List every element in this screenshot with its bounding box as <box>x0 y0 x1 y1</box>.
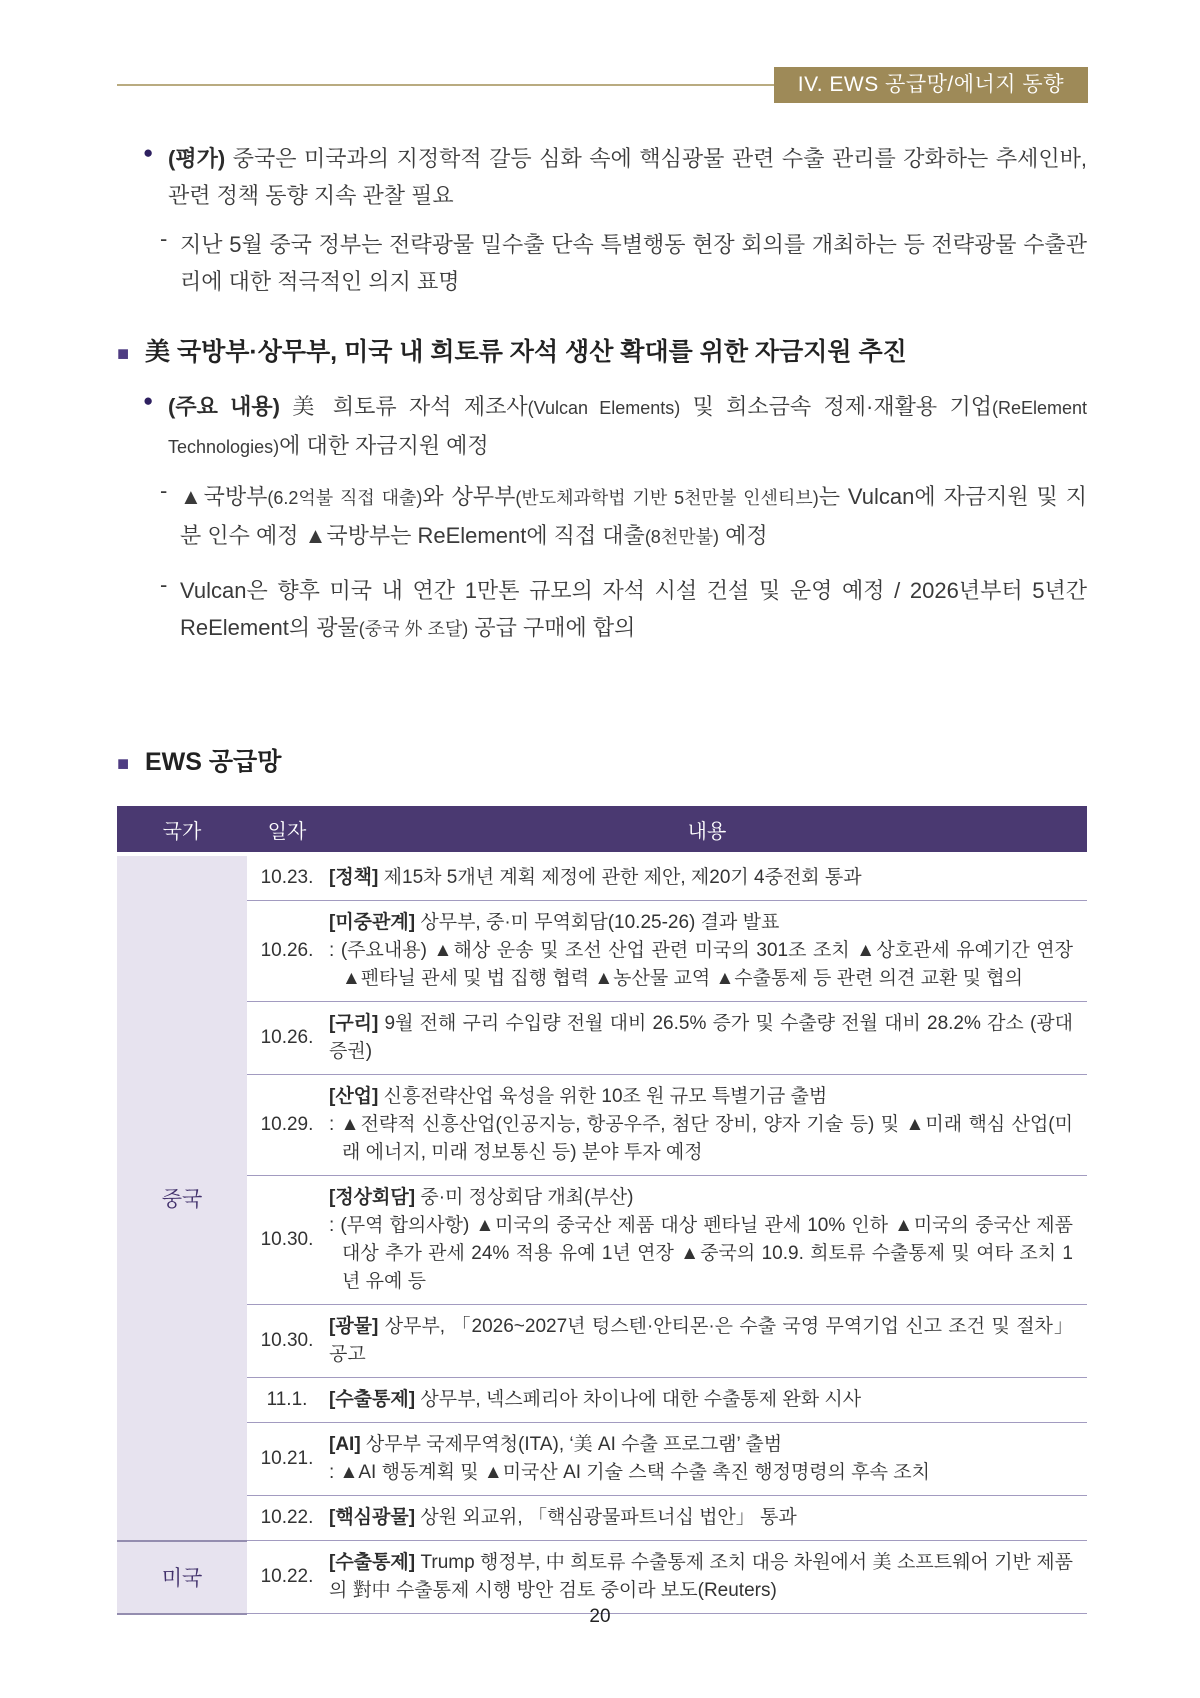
square-bullet-icon: ■ <box>117 343 130 365</box>
date-cell: 10.26. <box>247 1002 327 1075</box>
content-cell <box>327 854 1087 901</box>
date-cell: 10.21. <box>247 1423 327 1496</box>
text-segment: (8천만불) <box>644 527 719 547</box>
column-header-content: 내용 <box>327 806 1087 854</box>
country-cell: 미국 <box>117 1541 247 1614</box>
content-title-line: [수출통제] Trump 행정부, 中 희토류 수출통제 조치 대응 차원에서 美 소프트웨어 기반 제품의 對中 수출통제 시행 방안 검토 중이라 보도(Reuters) <box>329 1552 1073 1601</box>
content-title-line: [산업] 신흥전략산업 육성을 위한 10조 원 규모 특별기금 출범 <box>329 1086 828 1107</box>
content-tag: [정상회담] <box>329 1187 416 1208</box>
date-cell: 11.1. <box>247 1378 327 1423</box>
text-segment: ▲국방부 <box>180 484 268 509</box>
text-segment: 중국은 미국과의 지정학적 갈등 심화 속에 핵심광물 관련 수출 관리를 강화하는 추세인바, 관련 정책 동향 지속 관찰 필요 <box>168 146 1087 208</box>
funding-main-bullet <box>117 388 1087 466</box>
content-cell <box>327 1176 1087 1305</box>
date-cell: 10.26. <box>247 901 327 1002</box>
date-cell: 10.22. <box>247 1541 327 1614</box>
funding-sub-item-2 <box>117 572 1087 648</box>
table-row <box>117 1305 1087 1378</box>
content-detail-line: : ▲전략적 신흥산업(인공지능, 항공우주, 첨단 장비, 양자 기술 등) 및 ▲미래 핵심 산업(미래 에너지, 미래 정보통신 등) 분야 투자 예정 <box>329 1114 1073 1163</box>
table-row <box>117 901 1087 1002</box>
content-tag: [수출통제] <box>329 1389 416 1410</box>
table-row <box>117 1378 1087 1423</box>
content-title-line: [수출통제] 상무부, 넥스페리아 차이나에 대한 수출통제 완화 시사 <box>329 1389 862 1410</box>
funding-sub-text-2 <box>180 572 1087 648</box>
funding-main-text <box>168 388 1087 466</box>
text-segment: (Vulcan Elements) <box>527 398 681 418</box>
evaluation-bullet <box>117 140 1087 214</box>
column-header-country: 국가 <box>117 806 247 854</box>
content-cell <box>327 1541 1087 1614</box>
section-heading-funding <box>117 334 1087 370</box>
dash-icon: - <box>160 478 168 503</box>
text-segment: (주요 내용) <box>168 394 293 419</box>
content-cell <box>327 1002 1087 1075</box>
evaluation-sub-text <box>180 226 1087 300</box>
chapter-badge: IV. EWS 공급망/에너지 동향 <box>774 67 1088 103</box>
text-segment: 및 희소금속 정제·재활용 기업 <box>680 394 992 419</box>
dash-icon: - <box>160 226 168 251</box>
section-heading-text: EWS 공급망 <box>145 748 282 776</box>
content-tag: [핵심광물] <box>329 1507 416 1528</box>
text-segment: 美 희토류 자석 제조사 <box>292 394 528 419</box>
column-header-date: 일자 <box>247 806 327 854</box>
content-cell <box>327 1423 1087 1496</box>
table-row <box>117 1423 1087 1496</box>
table-row <box>117 1541 1087 1614</box>
content-tag: [AI] <box>329 1434 361 1455</box>
content-title-line: [정책] 제15차 5개년 계획 제정에 관한 제안, 제20기 4중전회 통과 <box>329 867 862 888</box>
text-segment: 지난 5월 중국 정부는 전략광물 밀수출 단속 특별행동 현장 회의를 개최하는 등 전략광물 수출관리에 대한 적극적인 의지 표명 <box>180 232 1087 294</box>
table-row <box>117 1496 1087 1541</box>
table-header-row <box>117 806 1087 854</box>
content-tag: [수출통제] <box>329 1552 416 1573</box>
content-title-line: [핵심광물] 상원 외교위, 「핵심광물파트너십 법안」 통과 <box>329 1507 797 1528</box>
date-cell: 10.30. <box>247 1305 327 1378</box>
page-number: 20 <box>589 1606 611 1627</box>
square-bullet-icon: ■ <box>117 753 130 775</box>
table-row <box>117 854 1087 901</box>
date-cell: 10.22. <box>247 1496 327 1541</box>
content-tag: [광물] <box>329 1316 379 1337</box>
text-segment: (평가) <box>168 146 233 171</box>
content-title-line: [미중관계] 상무부, 중·미 무역회담(10.25-26) 결과 발표 <box>329 912 780 933</box>
content-title-line: [AI] 상무부 국제무역청(ITA), ‘美 AI 수출 프로그램’ 출범 <box>329 1434 783 1455</box>
date-cell: 10.30. <box>247 1176 327 1305</box>
content-cell <box>327 1496 1087 1541</box>
content-cell <box>327 1378 1087 1423</box>
funding-sub-item-1 <box>117 478 1087 556</box>
content-detail-line: : ▲AI 행동계획 및 ▲미국산 AI 기술 스택 수출 촉진 행정명령의 후속 조치 <box>329 1462 930 1483</box>
dash-icon: - <box>160 572 168 597</box>
table-row <box>117 1176 1087 1305</box>
country-cell: 중국 <box>117 854 247 1541</box>
table-row <box>117 1002 1087 1075</box>
date-cell: 10.23. <box>247 854 327 901</box>
text-segment: (반도체과학법 기반 5천만불 인센티브) <box>515 488 819 508</box>
ews-table-body <box>117 854 1087 1614</box>
text-segment: (ReElement Technologies) <box>168 398 1087 457</box>
content-cell <box>327 1075 1087 1176</box>
text-segment: (6.2억불 직접 대출) <box>267 488 423 508</box>
evaluation-text <box>168 140 1087 214</box>
content-cell <box>327 901 1087 1002</box>
ews-supply-chain-table <box>117 806 1087 1615</box>
text-segment: 에 대한 자금지원 예정 <box>279 433 489 458</box>
content-title-line: [정상회담] 중·미 정상회담 개최(부산) <box>329 1187 634 1208</box>
header-rule <box>117 84 799 86</box>
content-tag: [산업] <box>329 1086 379 1107</box>
date-cell: 10.29. <box>247 1075 327 1176</box>
content-tag: [정책] <box>329 867 379 888</box>
funding-sub-text-1 <box>180 478 1087 556</box>
text-segment: Vulcan은 향후 미국 내 연간 1만톤 규모의 자석 시설 건설 및 운영 예정 / 2026년부터 5년간 ReElement의 광물 <box>180 578 1087 640</box>
bullet-dot-icon: ● <box>143 143 154 162</box>
content-tag: [미중관계] <box>329 912 416 933</box>
content-title-line: [구리] 9월 전해 구리 수입량 전월 대비 26.5% 증가 및 수출량 전월 대비 28.2% 감소 (광대증권) <box>329 1013 1073 1062</box>
table-row <box>117 1075 1087 1176</box>
content-title-line: [광물] 상무부, 「2026~2027년 텅스텐·안티몬·은 수출 국영 무역기업 신고 조건 및 절차」 공고 <box>329 1316 1073 1365</box>
text-segment: 공급 구매에 합의 <box>468 615 636 640</box>
content-detail-line: : (무역 합의사항) ▲미국의 중국산 제품 대상 펜타닐 관세 10% 인하 ▲미국의 중국산 제품 대상 추가 관세 24% 적용 유예 1년 연장 ▲중국의 10.9. 희토류 수출통제 및 여타 조치 1년 유예 등 <box>329 1215 1073 1292</box>
text-segment: 는 Vulcan에 자금지원 및 지분 인수 예정 ▲국방부는 ReElement에 직접 대출 <box>180 484 1087 548</box>
text-segment: 예정 <box>718 523 768 548</box>
content-cell <box>327 1305 1087 1378</box>
text-segment: 와 상무부 <box>422 484 516 509</box>
evaluation-sub-item <box>117 226 1087 300</box>
bullet-dot-icon: ● <box>143 391 154 410</box>
section-heading-text: 美 국방부·상무부, 미국 내 희토류 자석 생산 확대를 위한 자금지원 추진 <box>145 338 907 366</box>
spacer <box>117 648 1087 710</box>
text-segment: (중국 外 조달) <box>358 619 469 639</box>
section-heading-ews <box>117 744 1087 780</box>
content-detail-line: : (주요내용) ▲해상 운송 및 조선 산업 관련 미국의 301조 조치 ▲상호관세 유예기간 연장 ▲펜타닐 관세 및 법 집행 협력 ▲농산물 교역 ▲수출통제 등 관련 의견 교환 및 협의 <box>329 940 1073 989</box>
content-tag: [구리] <box>329 1013 379 1034</box>
